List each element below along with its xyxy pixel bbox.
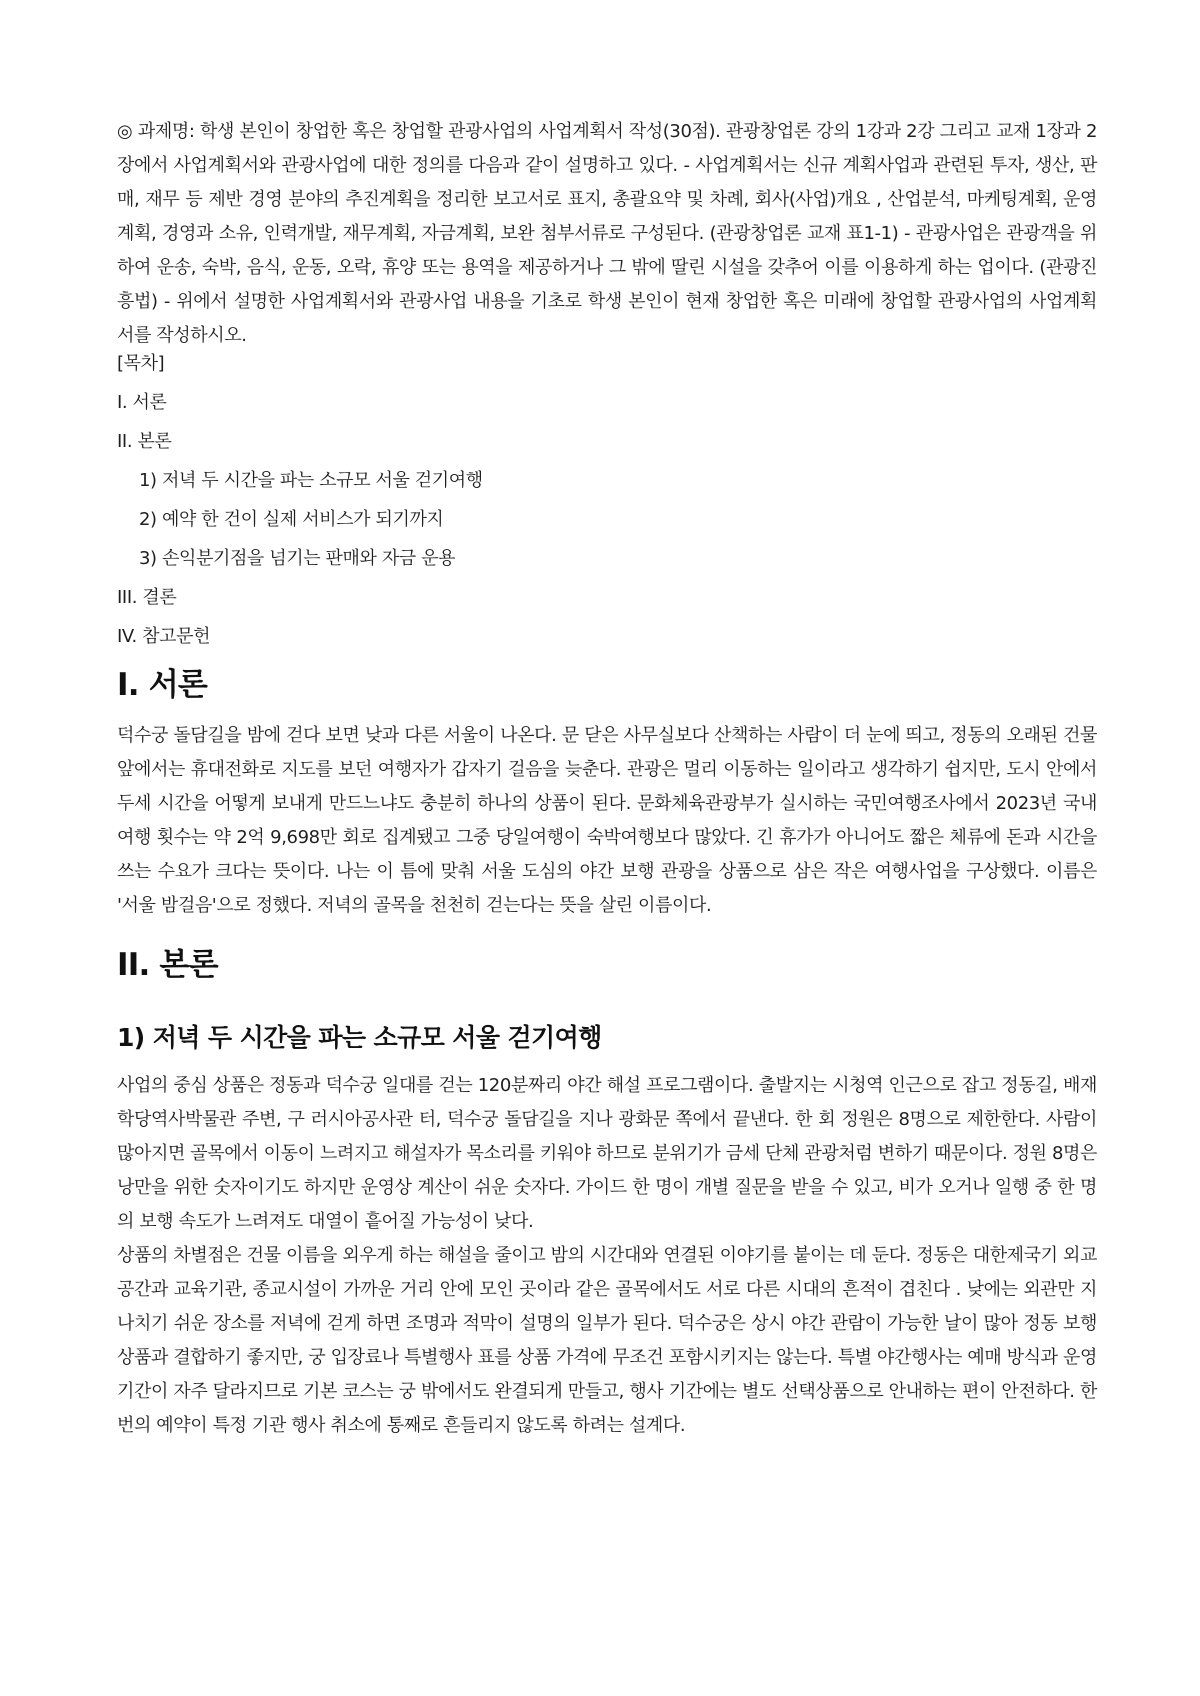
toc-heading: [목차]	[117, 353, 165, 374]
section-paragraph: 상품의 차별점은 건물 이름을 외우게 하는 해설을 줄이고 밤의 시간대와 연결된 이야기를 붙이는 데 둔다. 정동은 대한제국기 외교 공간과 교육기관, 종교시설이 가까운 거리 안에 모인 곳이라 같은 골목에서도 서로 다른 시대의 흔적이 겹친다 . 낮에는 외관만 지나치기 쉬운 장소를 저녁에 걷게 하면 조명과 적막이 설명의 일부가 된다. 덕수궁은 상시 야간 관람이 가능한 날이 많아 정동 보행 상품과 결합하기 좋지만, 궁 입장료나 특별행사 표를 상품 가격에 무조건 포함시키지는 않는다. 특별 야간행사는 예매 방식과 운영 기간이 자주 달라지므로 기본 코스는 궁 밖에서도 완결되게 만들고, 행사 기간에는 별도 선택상품으로 안내하는 편이 안전하다. 한 번의 예약이 특정 기관 행사 취소에 통째로 흔들리지 않도록 하려는 설계다.	[117, 1245, 1097, 1436]
toc-item: I. 서론	[117, 392, 167, 413]
toc-item: 2) 예약 한 건이 실제 서비스가 되기까지	[139, 509, 444, 530]
toc-item: 3) 손익분기점을 넘기는 판매와 자금 운용	[139, 548, 456, 569]
section-heading: 1) 저녁 두 시간을 파는 소규모 서울 걷기여행	[117, 1023, 602, 1052]
document-page	[117, 115, 1097, 1443]
assignment-text: ◎ 과제명: 학생 본인이 창업한 혹은 창업할 관광사업의 사업계획서 작성(30점). 관광창업론 강의 1강과 2강 그리고 교재 1장과 2장에서 사업계획서와 관광사업에 대한 정의를 다음과 같이 설명하고 있다. - 사업계획서는 신규 계획사업과 관련된 투자, 생산, 판매, 재무 등 제반 경영 분야의 추진계획을 정리한 보고서로 표지, 총괄요약 및 차례, 회사(사업)개요 , 산업분석, 마케팅계획, 운영계획, 경영과 소유, 인력개발, 재무계획, 자금계획, 보완 첨부서류로 구성된다. (관광창업론 교재 표1-1) - 관광사업은 관광객을 위하여 운송, 숙박, 음식, 운동, 오락, 휴양 또는 용역을 제공하거나 그 밖에 딸린 시설을 갖추어 이를 이용하게 하는 업이다. (관광진흥법) - 위에서 설명한 사업계획서와 관광사업 내용을 기초로 학생 본인이 현재 창업한 혹은 미래에 창업할 관광사업의 사업계획서를 작성하시오.	[117, 121, 1097, 346]
intro-heading: I. 서론	[117, 667, 207, 703]
section-paragraph: 사업의 중심 상품은 정동과 덕수궁 일대를 걷는 120분짜리 야간 해설 프로그램이다. 출발지는 시청역 인근으로 잡고 정동길, 배재학당역사박물관 주변, 구 러시아공사관 터, 덕수궁 돌담길을 지나 광화문 쪽에서 끝낸다. 한 회 정원은 8명으로 제한한다. 사람이 많아지면 골목에서 이동이 느려지고 해설자가 목소리를 키워야 하므로 분위기가 금세 단체 관광처럼 변하기 때문이다. 정원 8명은 낭만을 위한 숫자이기도 하지만 운영상 계산이 쉬운 숫자다. 가이드 한 명이 개별 질문을 받을 수 있고, 비가 오거나 일행 중 한 명의 보행 속도가 느려져도 대열이 흩어질 가능성이 낮다.	[117, 1075, 1097, 1232]
intro-paragraph: 덕수궁 돌담길을 밤에 걷다 보면 낮과 다른 서울이 나온다. 문 닫은 사무실보다 산책하는 사람이 더 눈에 띄고, 정동의 오래된 건물 앞에서는 휴대전화로 지도를 보던 여행자가 갑자기 걸음을 늦춘다. 관광은 멀리 이동하는 일이라고 생각하기 쉽지만, 도시 안에서 두세 시간을 어떻게 보내게 만드느냐도 충분히 하나의 상품이 된다. 문화체육관광부가 실시하는 국민여행조사에서 2023년 국내여행 횟수는 약 2억 9,698만 회로 집계됐고 그중 당일여행이 숙박여행보다 많았다. 긴 휴가가 아니어도 짧은 체류에 돈과 시간을 쓰는 수요가 크다는 뜻이다. 나는 이 틈에 맞춰 서울 도심의 야간 보행 관광을 상품으로 삼은 작은 여행사업을 구상했다. 이름은 '서울 밤걸음'으로 정했다. 저녁의 골목을 천천히 걷는다는 뜻을 살린 이름이다.	[117, 725, 1097, 916]
toc-item: IV. 참고문헌	[117, 626, 211, 647]
toc-item: III. 결론	[117, 587, 177, 608]
table-of-contents	[117, 353, 1097, 648]
body-heading: II. 본론	[117, 947, 218, 983]
toc-item: 1) 저녁 두 시간을 파는 소규모 서울 걷기여행	[139, 470, 483, 491]
toc-item: II. 본론	[117, 431, 172, 452]
